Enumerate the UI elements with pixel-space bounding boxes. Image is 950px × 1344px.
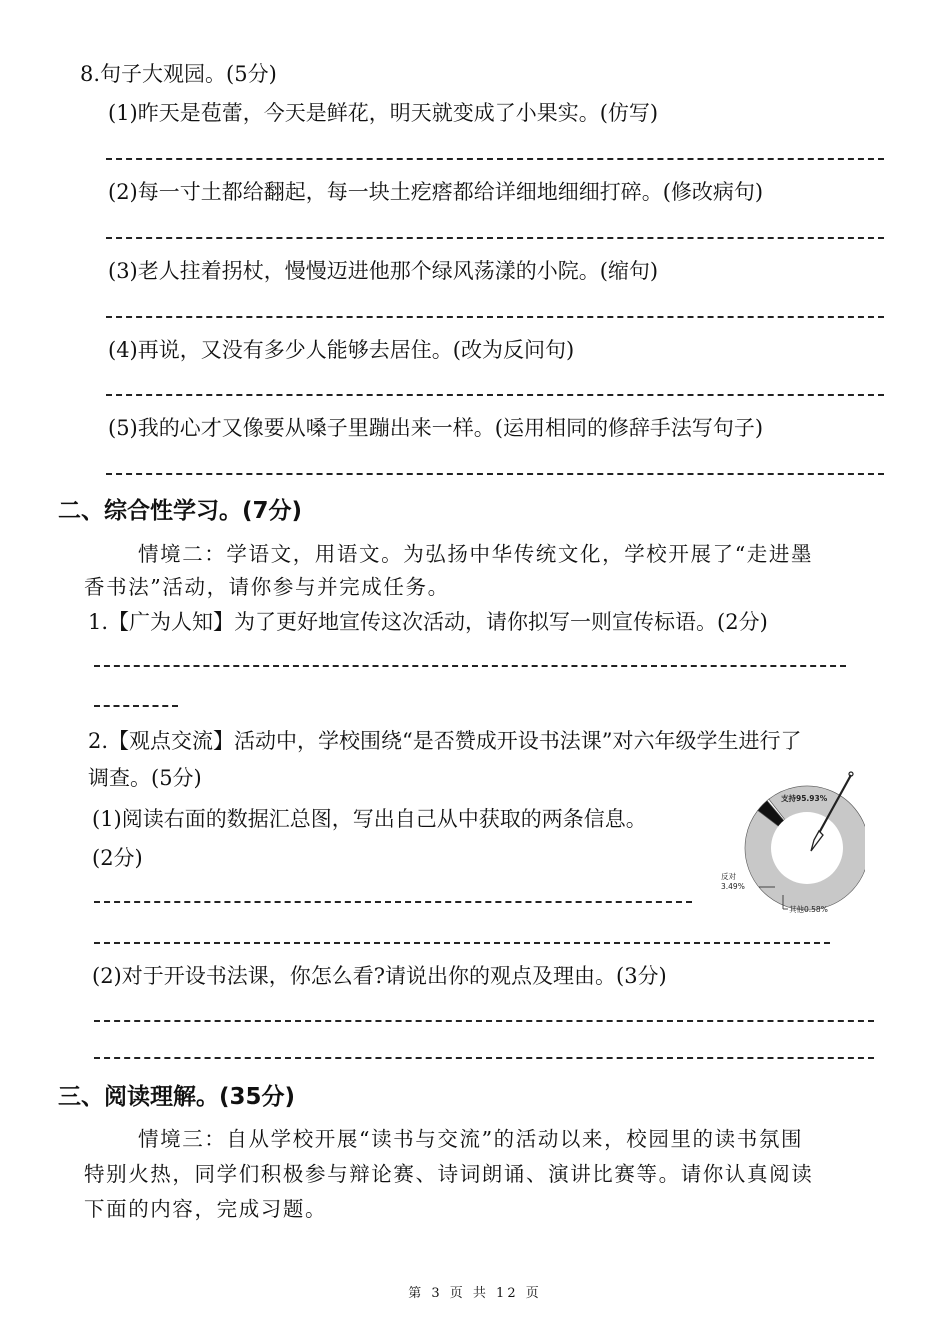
answer-line[interactable]: [94, 901, 692, 903]
question-8-item-5: (5)我的心才又像要从嗓子里蹦出来一样。(运用相同的修辞手法写句子): [108, 416, 764, 440]
answer-line[interactable]: [106, 394, 884, 396]
scenario-3-line-2: 特别火热，同学们积极参与辩论赛、诗词朗诵、演讲比赛等。请你认真阅读: [84, 1162, 814, 1186]
answer-line[interactable]: [106, 316, 884, 318]
question-8-item-2: (2)每一寸土都给翻起，每一块土疙瘩都给详细地细细打碎。(修改病句): [108, 180, 764, 204]
answer-line[interactable]: [94, 1057, 874, 1059]
answer-line[interactable]: [106, 158, 884, 160]
answer-line[interactable]: [94, 665, 846, 667]
answer-line[interactable]: [106, 473, 884, 475]
question-2-1-line-2: (2分): [92, 846, 143, 870]
answer-line[interactable]: [106, 237, 884, 239]
question-2-line-1: 2.【观点交流】活动中，学校围绕“是否赞成开设书法课”对六年级学生进行了: [88, 729, 802, 753]
scenario-2-line-2: 香书法”活动，请你参与并完成任务。: [84, 575, 450, 599]
answer-line[interactable]: [94, 1020, 874, 1022]
oppose-label: 反对: [721, 872, 736, 881]
answer-line[interactable]: [94, 942, 830, 944]
scenario-2-line-1: 情境二：学语文，用语文。为弘扬中华传统文化，学校开展了“走进墨: [138, 542, 814, 566]
survey-donut-chart: [715, 765, 865, 925]
question-8-item-3: (3)老人拄着拐杖，慢慢迈进他那个绿风荡漾的小院。(缩句): [108, 259, 659, 283]
other-label: 其他0.58%: [789, 905, 828, 914]
scenario-3-line-1: 情境三：自从学校开展“读书与交流”的活动以来，校园里的读书氛围: [138, 1127, 804, 1151]
donut-hole: [771, 812, 843, 884]
question-8-item-1: (1)昨天是苞蕾，今天是鲜花，明天就变成了小果实。(仿写): [108, 101, 659, 125]
question-2-2: (2)对于开设书法课，你怎么看?请说出你的观点及理由。(3分): [92, 964, 667, 988]
scenario-3-line-3: 下面的内容，完成习题。: [84, 1197, 328, 1221]
question-2-line-2: 调查。(5分): [88, 766, 202, 790]
section-2-title: 二、综合性学习。(7分): [58, 498, 303, 524]
question-1-brand-slogan: 1.【广为人知】为了更好地宣传这次活动，请你拟写一则宣传标语。(2分): [88, 610, 768, 634]
page-footer: 第 3 页 共 12 页: [408, 1286, 542, 1301]
section-3-title: 三、阅读理解。(35分): [58, 1084, 296, 1110]
question-8-item-4: (4)再说，又没有多少人能够去居住。(改为反问句): [108, 338, 575, 362]
question-2-1-line-1: (1)阅读右面的数据汇总图，写出自己从中获取的两条信息。: [92, 807, 647, 831]
question-8-title: 8.句子大观园。(5分): [80, 62, 277, 86]
answer-line[interactable]: [94, 705, 178, 707]
oppose-value-label: 3.49%: [721, 882, 745, 891]
support-label: 支持95.93%: [781, 794, 828, 803]
